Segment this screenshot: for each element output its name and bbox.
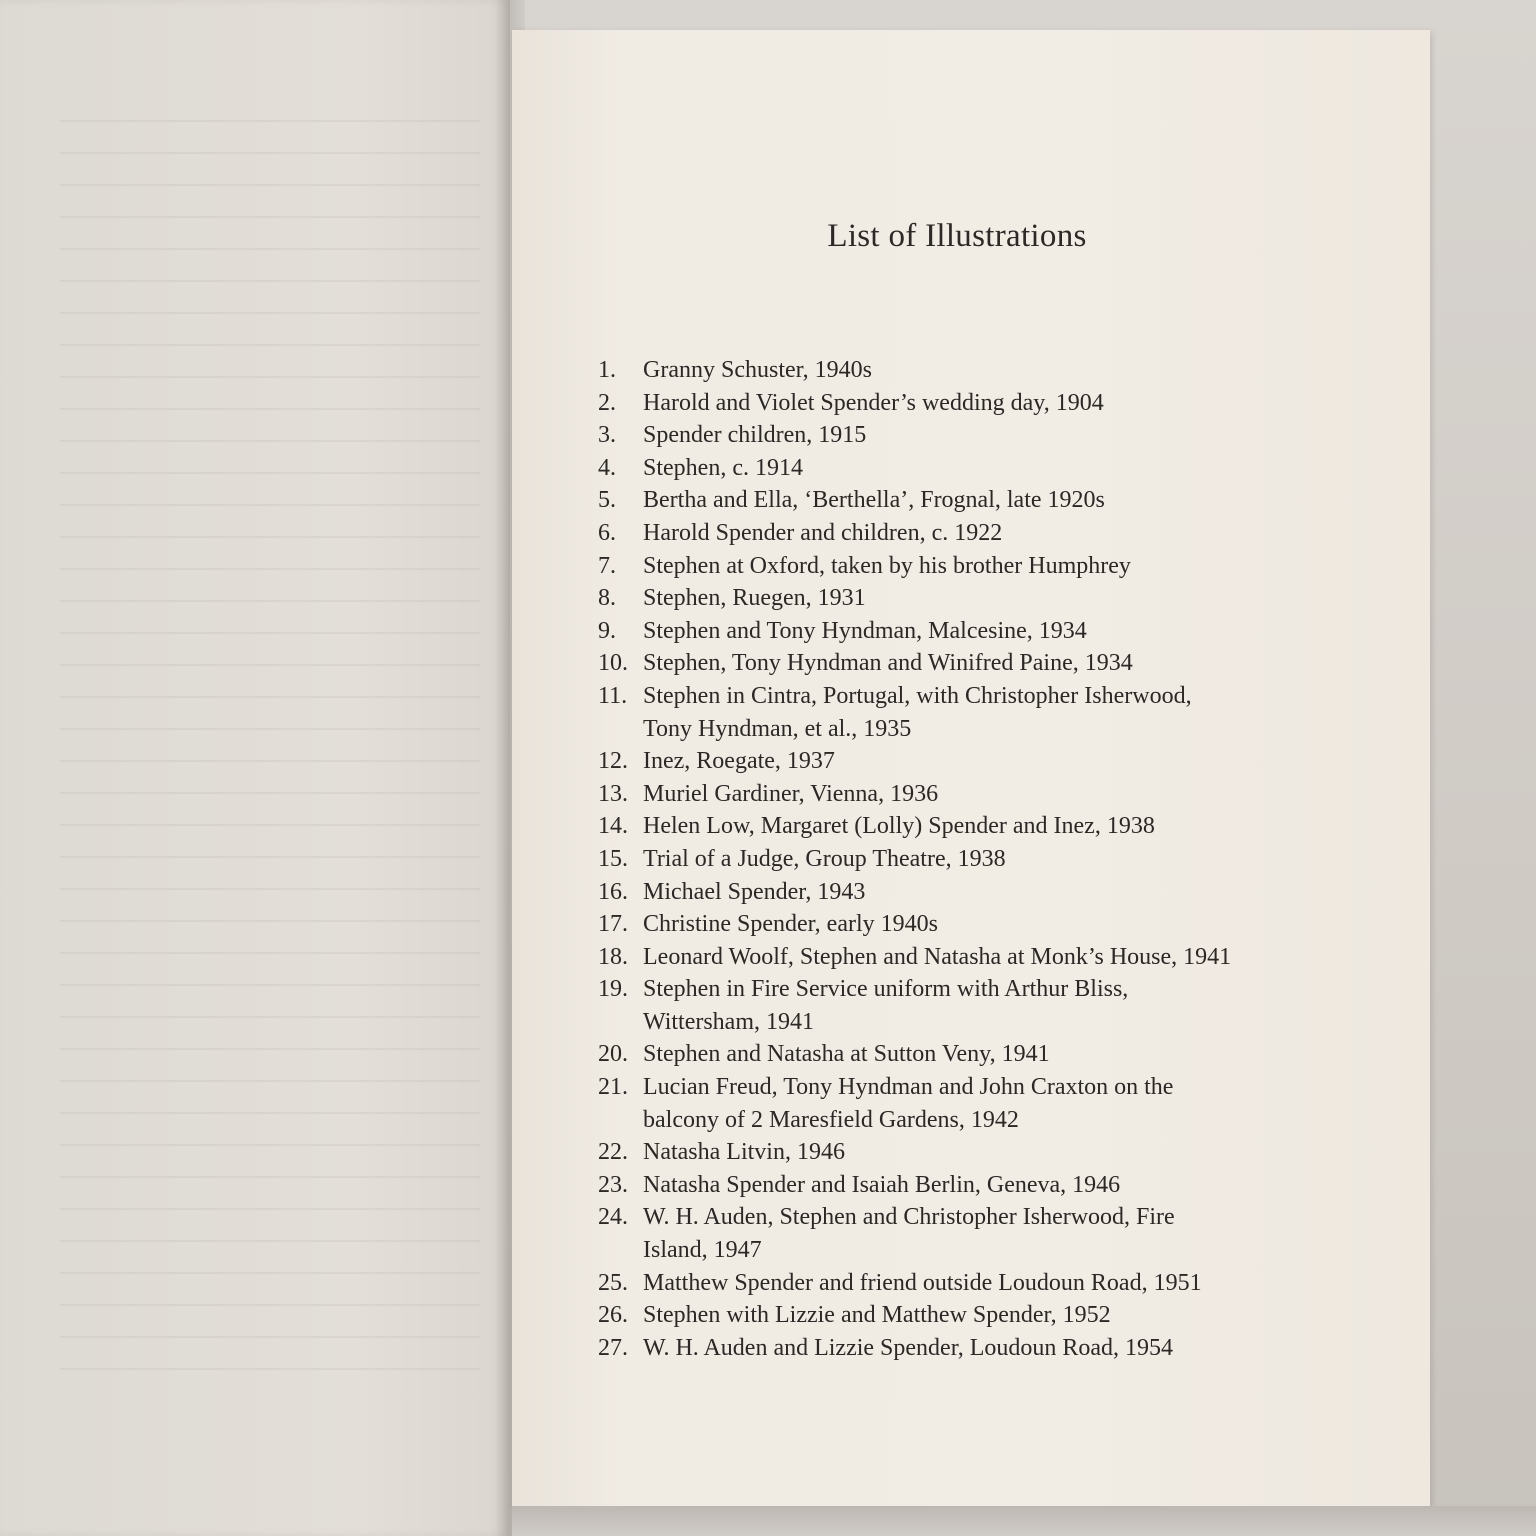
item-number: 10. [598,650,628,677]
item-caption: Harold and Violet Spender’s wedding day, 1904 [643,389,1104,416]
item-caption: Lucian Freud, Tony Hyndman and John Craxton on the balcony of 2 Maresfield Gardens, 1942 [643,1074,1174,1133]
item-number: 16. [598,878,628,905]
item-caption: Stephen in Cintra, Portugal, with Christopher Isherwood, Tony Hyndman, et al., 1935 [643,682,1192,742]
list-item [588,582,1328,615]
list-item [588,1201,1328,1266]
item-caption: W. H. Auden, Stephen and Christopher Isherwood, Fire Island, 1947 [643,1204,1175,1264]
item-number: 9. [598,617,616,644]
list-item [588,517,1328,550]
item-number: 2. [598,389,616,416]
page-title: List of Illustrations [827,218,1087,254]
list-item [588,973,1328,1038]
illustration-list [588,354,1328,1364]
list-item [588,647,1328,680]
list-item [588,908,1328,941]
item-caption: Natasha Spender and Isaiah Berlin, Geneva, 1946 [643,1171,1121,1198]
item-caption: Stephen at Oxford, taken by his brother Humphrey [643,552,1131,579]
item-number: 1. [598,357,616,383]
item-caption: Stephen in Fire Service uniform with Arthur Bliss, Wittersham, 1941 [643,976,1129,1035]
item-number: 15. [598,845,628,872]
item-number: 26. [598,1302,628,1329]
item-number: 27. [598,1334,628,1361]
item-caption: Michael Spender, 1943 [643,878,866,905]
item-caption: Harold Spender and children, c. 1922 [643,519,1003,546]
item-caption: Trial of a Judge, Group Theatre, 1938 [643,845,1006,872]
list-item [588,1169,1328,1202]
item-number: 23. [598,1171,628,1198]
item-caption: Muriel Gardiner, Vienna, 1936 [643,780,939,807]
item-caption: Stephen and Tony Hyndman, Malcesine, 1934 [643,617,1087,644]
item-number: 20. [598,1041,628,1068]
item-caption: Stephen, Tony Hyndman and Winifred Paine, 1934 [643,650,1133,677]
item-caption: Bertha and Ella, ‘Berthella’, Frognal, late 1920s [643,487,1105,514]
item-number: 11. [598,682,628,709]
list-item [588,1071,1328,1136]
list-item [588,1136,1328,1169]
list-item [588,484,1328,517]
item-number: 19. [598,976,628,1003]
list-item [588,1267,1328,1300]
item-number: 12. [598,748,628,775]
show-through-text [60,90,480,1390]
list-item [588,419,1328,452]
list-item [588,1038,1328,1071]
item-number: 7. [598,552,616,579]
list-item [588,1299,1328,1332]
item-number: 14. [598,813,628,840]
item-caption: Natasha Litvin, 1946 [643,1139,845,1166]
item-caption: W. H. Auden and Lizzie Spender, Loudoun Road, 1954 [643,1334,1174,1361]
item-caption: Stephen, c. 1914 [643,454,803,481]
item-caption: Stephen with Lizzie and Matthew Spender, 1952 [643,1302,1111,1329]
item-number: 24. [598,1204,628,1231]
item-caption: Leonard Woolf, Stephen and Natasha at Monk’s House, 1941 [643,943,1232,970]
item-number: 3. [598,422,616,449]
item-caption: Stephen and Natasha at Sutton Veny, 1941 [643,1041,1050,1068]
list-item [588,550,1328,583]
list-item [588,680,1328,745]
list-item [588,1332,1328,1365]
list-item [588,810,1328,843]
left-page [0,0,510,1536]
item-number: 21. [598,1074,628,1101]
item-caption: Christine Spender, early 1940s [643,911,938,938]
item-caption: Inez, Roegate, 1937 [643,748,835,775]
list-item [588,615,1328,648]
list-item [588,452,1328,485]
item-number: 25. [598,1269,628,1296]
item-number: 22. [598,1139,628,1166]
list-item [588,778,1328,811]
page-edge-shadow [512,1506,1536,1536]
item-caption: Granny Schuster, 1940s [643,357,873,383]
item-caption: Matthew Spender and friend outside Loudoun Road, 1951 [643,1269,1202,1296]
item-caption: Stephen, Ruegen, 1931 [643,585,866,612]
item-number: 5. [598,487,616,514]
item-number: 13. [598,780,628,807]
item-number: 8. [598,585,616,612]
list-item [588,876,1328,909]
list-item [588,843,1328,876]
item-caption: Spender children, 1915 [643,422,867,449]
item-number: 18. [598,943,628,970]
list-item [588,941,1328,974]
list-item [588,354,1328,387]
item-caption: Helen Low, Margaret (Lolly) Spender and Inez, 1938 [643,813,1155,840]
list-item [588,387,1328,420]
list-item [588,745,1328,778]
item-number: 6. [598,519,616,546]
item-number: 17. [598,911,628,938]
item-number: 4. [598,454,616,481]
